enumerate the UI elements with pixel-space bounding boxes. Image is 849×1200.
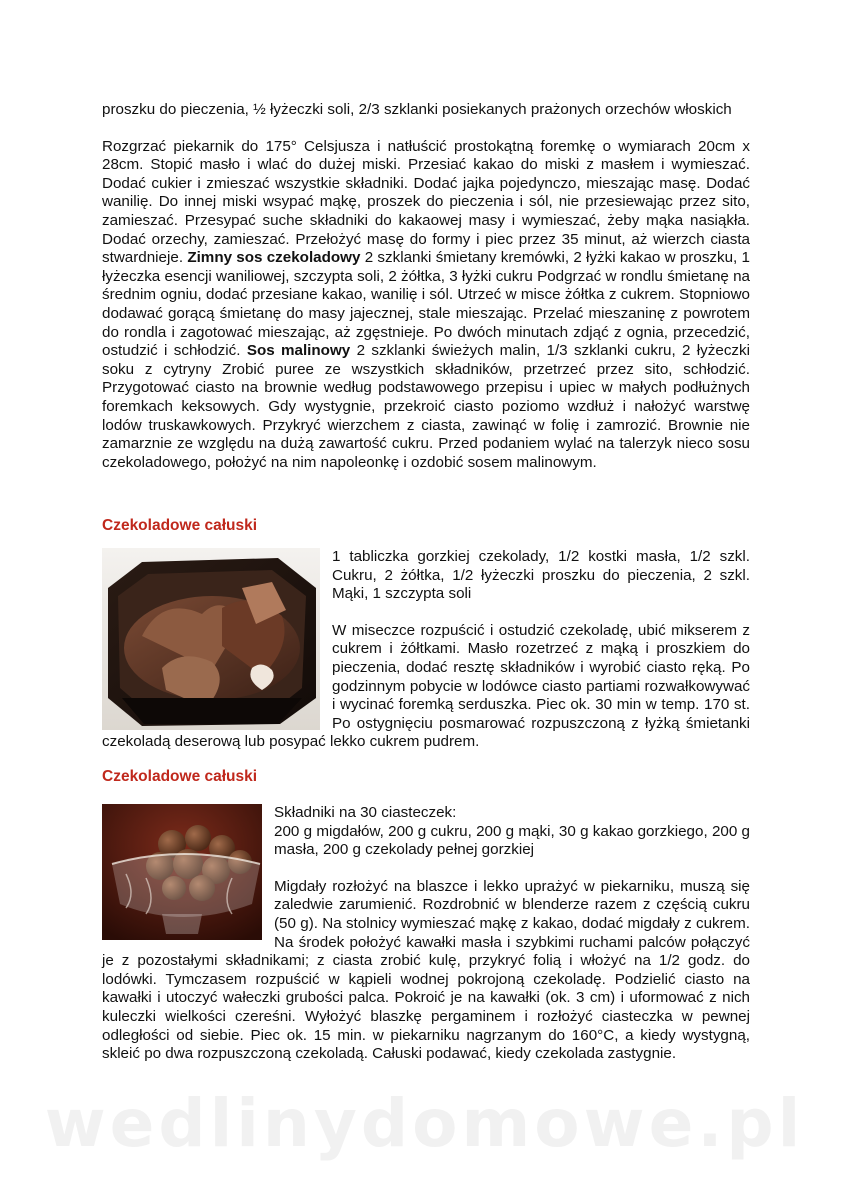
sauce-raspberry-text: 2 szklanki świeżych malin, 1/3 szklanki cukru, 2 łyżeczki soku z cytryny Zrobić puree ze wszystkich składników, przetrzeć przez sito, schłodzić. Przygotować ciasto na brownie według podstawowego przepisu i upiec w małych podłużnych foremkach keksowych. Gdy wystygnie, przekroić ciasto poziomo wzdłuż i nałożyć warstwę lodów truskawkowych. Przykryć wierzchem z ciasta, zawinąć w folię i zamrozić. Brownie nie zamarznie ze względu na dużą zawartość cukru. Przed podaniem wylać na talerzyk nieco sosu czekoladowego, położyć na nim napoleonkę i ozdobić sosem malinowym.	[102, 342, 750, 471]
chocolate-hearts-image-icon	[102, 548, 320, 730]
chocolate-hearts-photo	[102, 548, 320, 730]
intro-paragraph-ingredients: proszku do pieczenia, ½ łyżeczki soli, 2/3 szklanki posiekanych prażonych orzechów włoskich	[102, 101, 732, 118]
recipe1-title: Czekoladowe całuski	[102, 517, 258, 534]
recipe2-ingredients: 200 g migdałów, 200 g cukru, 200 g mąki, 30 g kakao gorzkiego, 200 g masła, 200 g czekolady pełnej gorzkiej	[274, 822, 750, 859]
intro-paragraph-method	[102, 138, 750, 473]
sauce-chocolate-text: 2 szklanki śmietany kremówki, 2 łyżki kakao w proszku, 1 łyżeczka esencji waniliowej, szczypta soli, 2 żółtka, 3 łyżki cukru Podgrzać w rondlu śmietanę na średnim ogniu, dodać przesiane kakao, wanilię i sól. Utrzeć w misce żółtka z cukrem. Stopniowo dodawać gorącą śmietanę do masy jajecznej, stale mieszając. Przelać mieszaninę z powrotem do rondla i zagotować mieszając, aż zgęstnieje. Po dwóch minutach zdjąć z ognia, przecedzić, ostudzić i schłodzić.	[102, 249, 750, 360]
sauce-chocolate-title: Zimny sos czekoladowy	[187, 249, 361, 267]
recipe1-ingredients: 1 tabliczka gorzkiej czekolady, 1/2 kostki masła, 1/2 szkl. Cukru, 2 żółtka, 1/2 łyżeczki proszku do pieczenia, 2 szkl. Mąki, 1 szczypta soli	[332, 548, 750, 603]
sauce-raspberry-title: Sos malinowy	[246, 342, 351, 360]
recipe2-section	[102, 804, 750, 1064]
recipe1-section	[102, 548, 750, 752]
recipe2-method: Migdały rozłożyć na blaszce i lekko uprażyć w piekarniku, muszą się zaledwie zarumienić. Rozdrobnić w blenderze razem z częścią cukru (50 g). Na stolnicy wymieszać mąkę z kakao, dodać migdały z cukrem. Na środek położyć kawałki masła i szybkimi ruchami palców połączyć je z pozostałymi składnikami; z ciasta zrobić kulę, przykryć folią i włożyć na 1/2 godz. do lodówki. Tymczasem rozpuścić w kąpieli wodnej pokrojoną czekoladę. Podzielić ciasto na kawałki i utoczyć wałeczki grubości palca. Pokroić je na kawałki (ok. 3 cm) i uformować z nich kuleczki wielkości czereśni. Wyłożyć blaszkę pergaminem i rozłożyć ciasteczka w pewnej odległości od siebie. Piec ok. 15 min. w piekarniku nagrzanym do 160°C, a kiedy wystygną, skleić po dwa rozpuszczoną czekoladą. Całuski podawać, kiedy czekolada zastygnie.	[102, 877, 750, 1063]
recipe2-ingredients-header: Składniki na 30 ciasteczek:	[274, 804, 457, 821]
brownie-method-text: Rozgrzać piekarnik do 175° Celsjusza i natłuścić prostokątną foremkę o wymiarach 20cm x 28cm. Stopić masło i wlać do dużej miski. Przesiać kakao do miski z masłem i wymieszać. Dodać cukier i zmieszać wszystkie składniki. Dodać jajka pojedynczo, mieszając masę. Dodać wanilię. Do innej miski wsypać mąkę, proszek do pieczenia i sól, nie przesiewając przez sito, zamieszać. Przesypać suche składniki do kakaowej masy i wymieszać, żeby mąka nasiąkła. Dodać orzechy, zamieszać. Przełożyć masę do formy i piec przez 35 minut, aż wierzch ciasta stwardnieje.	[102, 137, 750, 267]
cookies-in-glass-bowl-photo	[102, 804, 262, 940]
recipe2-title: Czekoladowe całuski	[102, 768, 258, 785]
recipe1-method: W miseczce rozpuścić i ostudzić czekoladę, ubić mikserem z cukrem i żółtkami. Masło rozetrzeć z mąką i proszkiem do pieczenia, dodać resztę składników i wyrobić ciasto ręką. Po godzinnym pobycie w lodówce ciasto partiami rozwałkowywać i wycinać foremką serduszka. Piec ok. 30 min w temp. 170 st. Po ostygnięciu posmarować rozpuszczoną z łyżką śmietanki czekoladą deserową lub posypać lekko cukrem pudrem.	[102, 621, 750, 751]
intro-section	[102, 101, 750, 472]
cookies-bowl-image-icon	[102, 804, 262, 940]
watermark: wedlinydomowe.pl	[44, 1085, 805, 1162]
